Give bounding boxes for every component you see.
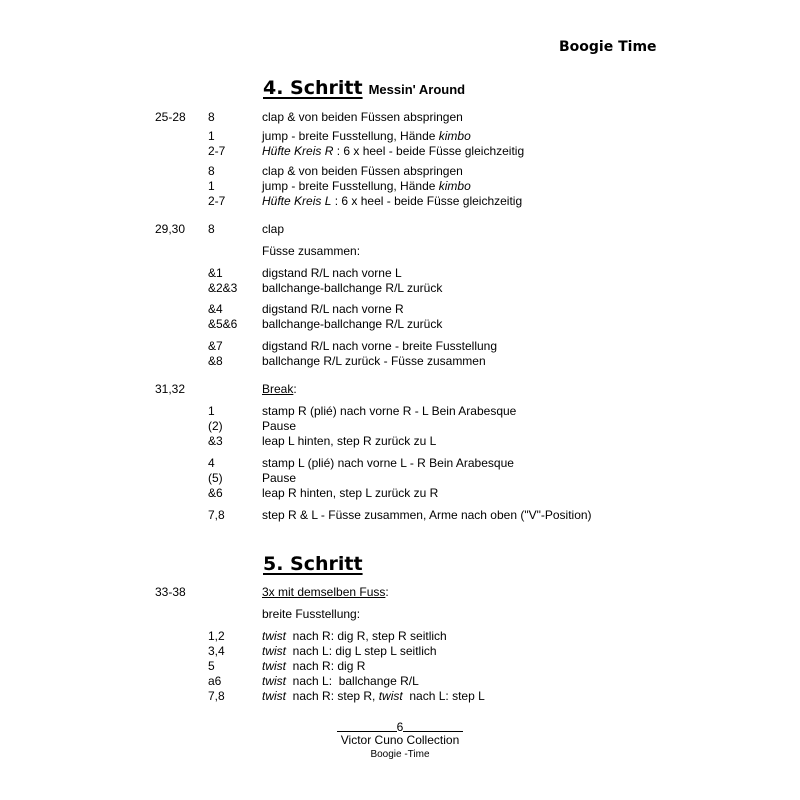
footer-rule-right	[403, 720, 463, 732]
step-description	[262, 607, 360, 622]
step-description	[262, 456, 514, 471]
step-description	[262, 508, 592, 523]
description-text: :	[385, 585, 389, 599]
beat-count: 2-7	[208, 144, 226, 158]
count-range: 25-28	[155, 110, 186, 124]
beat-count: &5&6	[208, 317, 238, 331]
beat-count: 8	[208, 164, 215, 178]
step-description	[262, 194, 522, 209]
step-description	[262, 354, 486, 369]
footer-page-number: 6	[396, 720, 404, 734]
step-description	[262, 110, 463, 125]
beat-count: &1	[208, 266, 223, 280]
step-description	[262, 404, 516, 419]
step-description	[262, 689, 485, 704]
description-text: nach L: ballchange R/L	[286, 674, 419, 688]
beat-count: 1,2	[208, 629, 225, 643]
description-text: stamp L (plié) nach vorne L - R Bein Arabesque	[262, 456, 514, 470]
section-4-title: 4. Schritt	[263, 77, 363, 99]
description-text: nach R: dig R, step R seitlich	[286, 629, 447, 643]
beat-count: 2-7	[208, 194, 226, 208]
step-description	[262, 317, 442, 332]
count-range: 31,32	[155, 382, 186, 396]
step-description	[262, 629, 447, 644]
beat-count: (5)	[208, 471, 223, 485]
description-text: leap R hinten, step L zurück zu R	[262, 486, 439, 500]
section-5-title: 5. Schritt	[263, 553, 363, 575]
description-text: digstand R/L nach vorne L	[262, 266, 402, 280]
footer-rule-left	[337, 720, 397, 732]
document-header-title: Boogie Time	[559, 39, 657, 55]
beat-count: 1	[208, 179, 215, 193]
step-description	[262, 585, 389, 600]
beat-count: &6	[208, 486, 223, 500]
description-text: nach L: step L	[402, 689, 485, 703]
description-text: nach R: dig R	[286, 659, 366, 673]
step-description	[262, 339, 497, 354]
beat-count: 7,8	[208, 508, 225, 522]
beat-count: (2)	[208, 419, 223, 433]
description-text: Pause	[262, 471, 297, 485]
section-4-subtitle: Messin' Around	[368, 82, 466, 97]
section-4-heading	[263, 77, 465, 99]
beat-count: 3,4	[208, 644, 225, 658]
footer-dance-name: Boogie -Time	[370, 749, 430, 760]
step-description	[262, 222, 284, 237]
description-text: : 6 x heel - beide Füsse gleichzeitig	[333, 144, 525, 158]
description-text: : 6 x heel - beide Füsse gleichzeitig	[331, 194, 523, 208]
beat-count: &7	[208, 339, 223, 353]
step-description	[262, 179, 471, 194]
description-text: clap & von beiden Füssen abspringen	[262, 164, 463, 178]
description-text: kimbo	[438, 179, 471, 193]
step-description	[262, 144, 524, 159]
step-description	[262, 129, 471, 144]
description-text: twist	[262, 644, 286, 658]
step-description	[262, 659, 365, 674]
description-text: nach L: dig L step L seitlich	[286, 644, 437, 658]
description-text: twist	[262, 689, 286, 703]
step-description	[262, 382, 297, 397]
beat-count: 1	[208, 129, 215, 143]
description-text: nach R: step R,	[286, 689, 379, 703]
description-text: digstand R/L nach vorne R	[262, 302, 404, 316]
description-text: clap & von beiden Füssen abspringen	[262, 110, 463, 124]
underlined-heading-text: Break	[262, 382, 294, 396]
beat-count: 7,8	[208, 689, 225, 703]
description-text: clap	[262, 222, 285, 236]
description-text: ballchange R/L zurück - Füsse zusammen	[262, 354, 486, 368]
description-text: step R & L - Füsse zusammen, Arme nach oben ("V"-Position)	[262, 508, 592, 522]
step-description	[262, 266, 402, 281]
description-text: breite Fusstellung:	[262, 607, 361, 621]
beat-count: &2&3	[208, 281, 238, 295]
step-description	[262, 434, 436, 449]
description-text: Hüfte Kreis R	[262, 144, 334, 158]
step-description	[262, 486, 438, 501]
step-description	[262, 471, 296, 486]
step-description	[262, 244, 360, 259]
beat-count: 5	[208, 659, 215, 673]
beat-count: &3	[208, 434, 223, 448]
description-text: twist	[378, 689, 403, 703]
description-text: Hüfte Kreis L	[262, 194, 332, 208]
description-text: jump - breite Fusstellung, Hände	[262, 179, 439, 193]
step-description	[262, 674, 419, 689]
footer-collection: Victor Cuno Collection	[340, 733, 460, 747]
underlined-heading-text: 3x mit demselben Fuss	[262, 585, 386, 599]
description-text: Füsse zusammen:	[262, 244, 361, 258]
description-text: kimbo	[438, 129, 471, 143]
description-text: ballchange-ballchange R/L zurück	[262, 317, 443, 331]
description-text: Pause	[262, 419, 297, 433]
description-text: digstand R/L nach vorne - breite Fusstellung	[262, 339, 498, 353]
beat-count: 8	[208, 222, 215, 236]
beat-count: a6	[208, 674, 222, 688]
step-description	[262, 302, 404, 317]
description-text: jump - breite Fusstellung, Hände	[262, 129, 439, 143]
footer-page-line	[0, 720, 800, 734]
description-text: :	[293, 382, 297, 396]
step-description	[262, 164, 463, 179]
beat-count: 1	[208, 404, 215, 418]
description-text: twist	[262, 659, 286, 673]
step-description	[262, 281, 442, 296]
count-range: 33-38	[155, 585, 186, 599]
beat-count: &8	[208, 354, 223, 368]
description-text: ballchange-ballchange R/L zurück	[262, 281, 443, 295]
description-text: leap L hinten, step R zurück zu L	[262, 434, 437, 448]
beat-count: &4	[208, 302, 223, 316]
count-range: 29,30	[155, 222, 186, 236]
description-text: twist	[262, 629, 286, 643]
description-text: stamp R (plié) nach vorne R - L Bein Arabesque	[262, 404, 517, 418]
description-text: twist	[262, 674, 286, 688]
section-5-heading	[263, 553, 363, 575]
beat-count: 4	[208, 456, 215, 470]
step-description	[262, 419, 296, 434]
step-description	[262, 644, 437, 659]
beat-count: 8	[208, 110, 215, 124]
